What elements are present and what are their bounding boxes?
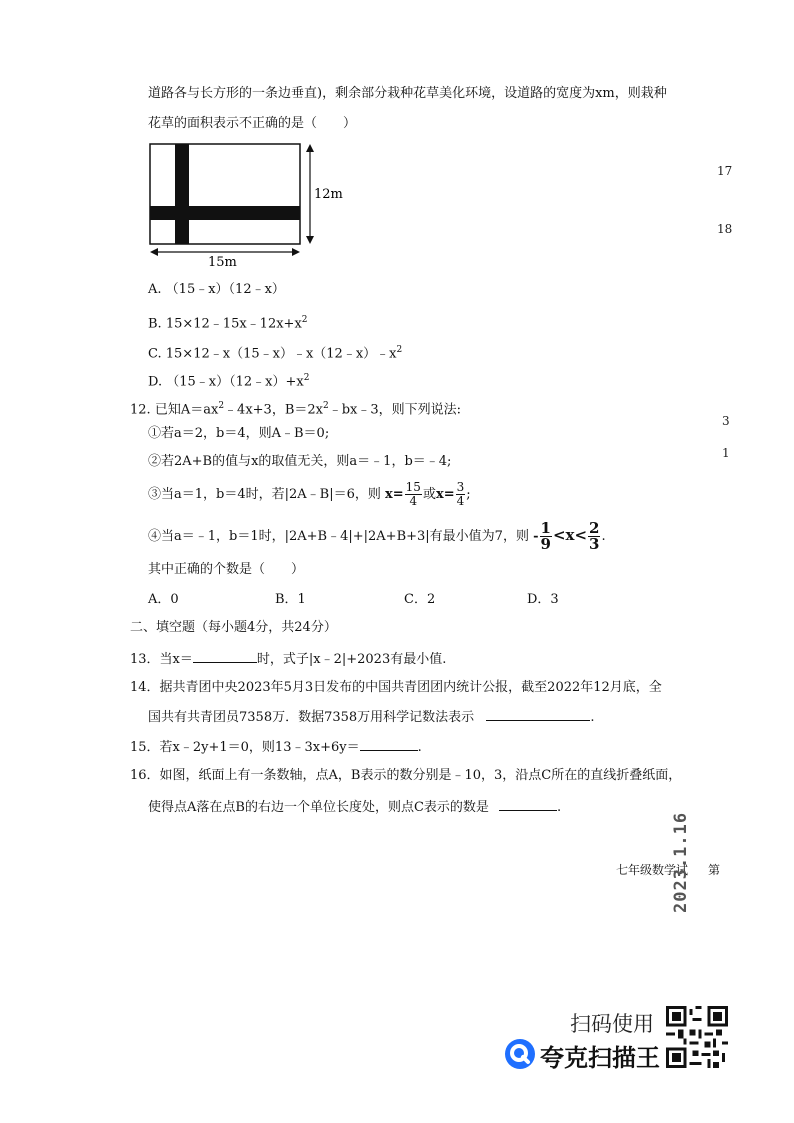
q13-answer-blank[interactable] xyxy=(193,648,257,663)
qr-code-image xyxy=(666,1006,728,1068)
quark-logo-mark xyxy=(504,1038,536,1070)
fraction-numerator: 15 xyxy=(405,480,421,494)
q12-option-a: A．0 xyxy=(148,592,179,607)
side-number-17: 17 xyxy=(717,164,733,178)
option-a xyxy=(148,280,285,300)
q15-end: . xyxy=(417,740,422,755)
fraction-1-over-9 xyxy=(540,521,552,552)
fraction-numerator: 1 xyxy=(540,519,551,537)
fraction-numerator: 3 xyxy=(456,480,465,494)
q12-stem xyxy=(130,396,461,420)
option-b-exponent: 2 xyxy=(301,315,308,325)
question-intro-line-1: 道路各与长方形的一条边垂直)，剩余部分栽种花草美化环境，设道路的宽度为xm，则栽种 xyxy=(148,86,667,101)
horizontal-road xyxy=(150,206,300,220)
rectangle-diagram xyxy=(148,140,348,270)
q12-stem-part-1: 已知A＝ax xyxy=(154,402,219,418)
option-d-text: （15﹣x）（12﹣x）+x xyxy=(166,374,304,390)
option-b-text: 15×12﹣15x﹣12x+x xyxy=(165,316,302,332)
q12-ask: 其中正确的个数是（ ） xyxy=(148,562,305,577)
q12-option-b: B．1 xyxy=(275,592,306,607)
q16-line-2 xyxy=(148,796,561,818)
fraction-3-over-4 xyxy=(456,481,466,508)
q14-text: 国共有共青团员7358万．数据7358万用科学记数法表示 xyxy=(148,710,475,725)
q16-line-1: 16．如图，纸面上有一条数轴，点A，B表示的数分别是﹣10，3，沿点C所在的直线折叠纸面， xyxy=(130,768,682,783)
q12-item-4-end: . xyxy=(601,529,606,544)
date-stamp xyxy=(654,808,710,918)
option-c-label: C. xyxy=(148,346,162,362)
side-number-3: 3 xyxy=(722,414,730,428)
q12-option-c: C．2 xyxy=(404,592,436,607)
option-b-label: B. xyxy=(148,316,162,332)
q12-number: 12. xyxy=(130,402,151,418)
q15-text: 15．若x﹣2y+1＝0，则13﹣3x+6y＝ xyxy=(130,740,360,755)
date-stamp-text: 2023.1.16 xyxy=(671,811,691,913)
option-a-label: A. xyxy=(148,282,162,297)
q13-text-end: 时，式子|x﹣2|+2023有最小值. xyxy=(256,652,447,667)
vertical-road xyxy=(175,144,189,244)
scan-to-use-text: 扫码使用 xyxy=(570,1012,654,1036)
q15 xyxy=(130,736,422,758)
option-d-exponent: 2 xyxy=(303,373,310,383)
q12-item-3-x2: x= xyxy=(435,487,455,502)
q15-answer-blank[interactable] xyxy=(360,736,418,751)
width-label: 15m xyxy=(208,255,237,270)
q12-item-3-end: ; xyxy=(466,487,471,502)
q16-answer-blank[interactable] xyxy=(499,796,557,811)
q14-line-2 xyxy=(148,706,594,728)
option-d xyxy=(148,368,309,392)
option-d-label: D. xyxy=(148,374,163,390)
q12-stem-part-2: ﹣4x+3，B＝2x xyxy=(224,402,323,418)
width-arrow-right xyxy=(292,248,300,256)
q12-item-2: ②若2A+B的值与x的取值无关，则a＝﹣1，b＝﹣4; xyxy=(148,454,452,469)
q12-item-4-inequality: <x< xyxy=(552,526,588,544)
side-number-18: 18 xyxy=(717,222,733,236)
qr-code[interactable] xyxy=(666,1006,728,1072)
side-number-1: 1 xyxy=(722,446,730,460)
q12-exponent-2: 2 xyxy=(322,401,329,411)
height-label: 12m xyxy=(314,187,343,202)
q13 xyxy=(130,648,446,670)
fraction-denominator: 4 xyxy=(409,494,418,508)
height-arrow-top xyxy=(306,144,314,152)
option-a-text: （15﹣x）（12﹣x） xyxy=(165,282,285,297)
q12-item-4-minus: - xyxy=(533,529,539,544)
q12-item-3-x1: x= xyxy=(385,487,404,502)
garden-rectangle xyxy=(150,144,300,244)
option-c-text: 15×12﹣x（15﹣x）﹣x（12﹣x）﹣x xyxy=(165,346,397,362)
q12-stem-part-3: ﹣bx﹣3，则下列说法: xyxy=(328,402,462,418)
q12-item-3-text: ③当a＝1，b＝4时，若|2A﹣B|＝6，则 xyxy=(148,487,381,502)
option-c xyxy=(148,340,402,364)
option-c-exponent: 2 xyxy=(396,345,403,355)
fraction-denominator: 4 xyxy=(456,494,465,508)
road-rectangle-figure xyxy=(148,140,348,274)
q16-end: . xyxy=(557,800,562,815)
q12-item-3-or: 或 xyxy=(422,487,436,502)
q13-text-start: 13．当x＝ xyxy=(130,652,193,667)
q14-end: . xyxy=(590,710,595,725)
footer-page-text: 第 xyxy=(708,863,721,877)
q16-text: 使得点A落在点B的右边一个单位长度处，则点C表示的数是 xyxy=(148,800,489,815)
quark-logo-icon xyxy=(504,1038,536,1074)
question-intro-line-2: 花草的面积表示不正确的是（ ） xyxy=(148,116,357,131)
fraction-15-over-4 xyxy=(405,481,422,508)
q12-item-3 xyxy=(148,478,471,512)
fraction-numerator: 2 xyxy=(589,519,600,537)
section-2-heading: 二、填空题（每小题4分，共24分） xyxy=(130,620,337,635)
option-b xyxy=(148,310,308,334)
q12-item-1: ①若a＝2，b＝4，则A﹣B＝0; xyxy=(148,426,330,441)
footer-grade-text: 七年级数学试 xyxy=(616,863,689,877)
q12-item-4 xyxy=(148,518,606,554)
quark-scanner-brand: 夸克扫描王 xyxy=(540,1044,660,1072)
fraction-2-over-3 xyxy=(588,521,600,552)
height-arrow-bottom xyxy=(306,236,314,244)
q12-option-d: D．3 xyxy=(527,592,559,607)
q14-line-1: 14．据共青团中央2023年5月3日发布的中国共青团团内统计公报，截至2022年12月底，全 xyxy=(130,680,662,695)
q12-exponent-1: 2 xyxy=(218,401,225,411)
fraction-denominator: 9 xyxy=(540,535,551,553)
width-arrow-left xyxy=(150,248,158,256)
q14-answer-blank[interactable] xyxy=(486,706,590,721)
q12-item-4-text: ④当a＝﹣1，b＝1时，|2A+B﹣4|+|2A+B+3|有最小值为7，则 xyxy=(148,529,529,544)
fraction-denominator: 3 xyxy=(589,535,600,553)
